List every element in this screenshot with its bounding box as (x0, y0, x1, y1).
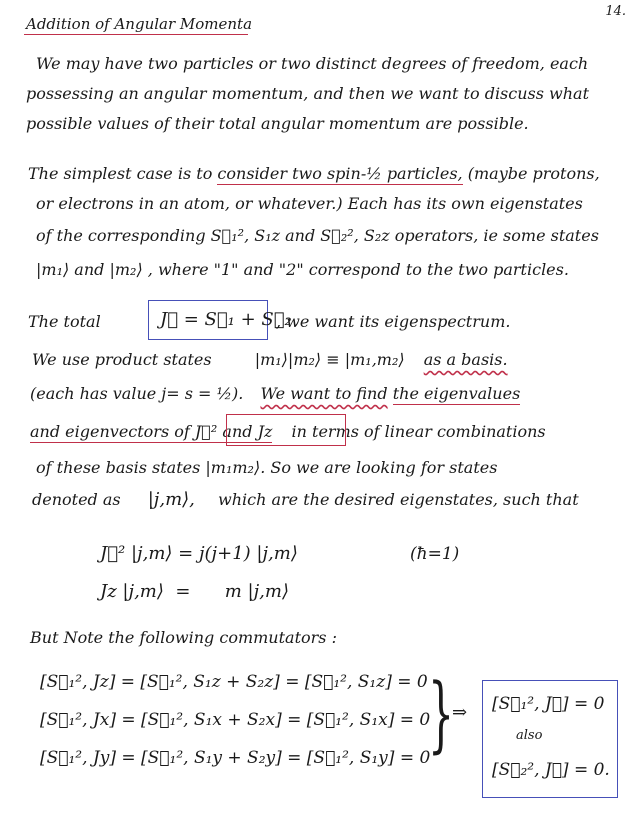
commutator-jy: [S⃗₁², Jy] = [S⃗₁², S₁y + S₂y] = [S⃗₁², S₁y] = 0 (40, 748, 431, 768)
basis-line-4: of these basis states |m₁m₂⟩. So we are looking for states (36, 458, 498, 477)
commutator-jx: [S⃗₁², Jx] = [S⃗₁², S₁x + S₂x] = [S⃗₁², S₁x] = 0 (40, 710, 431, 730)
simplest-line-2: or electrons in an atom, or whatever.) Each has its own eigenstates (36, 194, 583, 213)
eigen-equation-jz: Jz |j,m⟩ = m |j,m⟩ (100, 581, 289, 602)
intro-line-2: possessing an angular momentum, and then we want to discuss what (26, 84, 590, 103)
right-brace: } (428, 667, 455, 762)
eigenvalues-phrase: the eigenvalues (392, 384, 521, 403)
basis-line-5 (32, 490, 579, 510)
commutator-jz: [S⃗₁², Jz] = [S⃗₁², S₁z + S₂z] = [S⃗₁², S₁z] = 0 (40, 672, 428, 692)
simplest-line-4: |m₁⟩ and |m₂⟩ , where "1" and "2" correspond to the two particles. (36, 260, 569, 279)
basis-text-2b: = s = ½). (166, 384, 244, 403)
simplest-line-3: of the corresponding S⃗₁², S₁z and S⃗₂², S₂z operators, ie some states (36, 226, 599, 245)
denoted-as-text: denoted as (32, 490, 121, 509)
also-label: also (516, 728, 543, 743)
basis-line-2 (30, 384, 520, 404)
commutators-heading: But Note the following commutators : (30, 628, 337, 647)
simplest-line-1 (28, 164, 600, 184)
total-j-formula: J⃗ = S⃗₁ + S⃗₂ (160, 309, 292, 330)
hbar-note: (ħ=1) (410, 544, 460, 564)
intro-line-1: We may have two particles or two distinct degrees of freedom, each (36, 54, 589, 73)
eigen-equation-j2: J⃗² |j,m⟩ = j(j+1) |j,m⟩ (100, 543, 298, 564)
as-a-basis-phrase: as a basis. (423, 350, 508, 369)
want-to-find-phrase: We want to find (260, 384, 388, 403)
basis-text-2a: (each has value j (30, 384, 167, 403)
page-title: Addition of Angular Momenta (26, 15, 253, 33)
implies-arrow-icon: ⇒ (452, 702, 468, 723)
basis-line-1 (32, 350, 508, 370)
j-squared-jz-box (226, 414, 346, 446)
result-s2-commutator: [S⃗₂², J⃗] = 0. (492, 760, 610, 780)
spin-half-phrase: consider two spin-½ particles, (217, 164, 463, 183)
eigenvectors-phrase: and eigenvectors of J⃗² and Jz (30, 422, 273, 441)
jm-ket: |j,m⟩, (147, 489, 195, 510)
total-comment: , we want its eigenspectrum. (276, 312, 511, 331)
product-state-notation: |m₁⟩|m₂⟩ ≡ |m₁,m₂⟩ (254, 350, 405, 369)
linear-combinations-text: in terms of linear combinations (291, 422, 546, 441)
intro-line-3: possible values of their total angular momentum are possible. (26, 114, 529, 133)
result-s1-commutator: [S⃗₁², J⃗] = 0 (492, 694, 605, 714)
page-number: 14. (605, 4, 626, 19)
eigenstates-text: which are the desired eigenstates, such that (218, 490, 579, 509)
total-label: The total (28, 312, 101, 331)
title-underline (24, 34, 248, 35)
simplest-text-c: (maybe protons, (467, 164, 600, 183)
simplest-text-a: The simplest case is to (28, 164, 213, 183)
basis-text-a: We use product states (32, 350, 212, 369)
